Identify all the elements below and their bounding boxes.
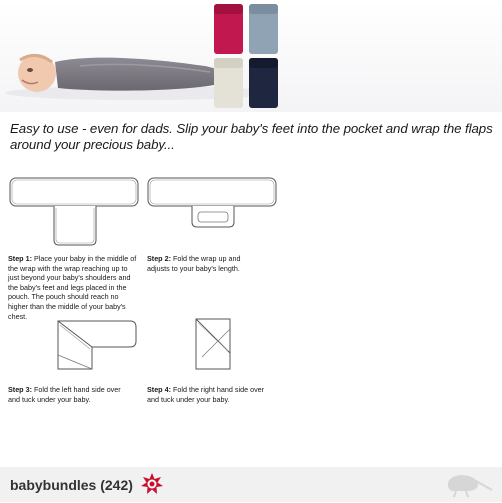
step-3-diagram: [52, 315, 138, 373]
step-1-text: [8, 254, 140, 321]
step-1-description: Place your baby in the middle of the wrap with the wrap reaching up to just beyond your baby's shoulders and the baby's feet and legs placed in the pouch. The pouch should reach no higher than the middle of your baby's chest.: [8, 254, 137, 321]
step-3-label: Step 3:: [8, 385, 32, 394]
step-2-diagram: [146, 176, 278, 232]
step-1-diagram: [8, 176, 140, 248]
product-tagline: Easy to use - even for dads. Slip your baby's feet into the pocket and wrap the flaps around your precious baby...: [10, 121, 493, 152]
step-4-description: Fold the right hand side over and tuck under your baby.: [147, 385, 265, 404]
step-1-label: Step 1:: [8, 254, 32, 263]
step-4-text: [147, 385, 273, 404]
step-3-description: Fold the left hand side over and tuck under your baby.: [8, 385, 121, 404]
kiwi-bird-icon: [438, 468, 494, 498]
step-4-label: Step 4:: [147, 385, 171, 394]
step-2-description: Fold the wrap up and adjusts to your baby's length.: [147, 254, 241, 273]
step-2-text: [147, 254, 255, 273]
step-4-diagram: [192, 315, 234, 373]
step-2-label: Step 2:: [147, 254, 171, 263]
step-3-text: [8, 385, 128, 404]
star-badge-icon: [140, 472, 164, 496]
product-hero-image: [0, 0, 502, 112]
seller-name-link[interactable]: babybundles (242): [10, 477, 133, 493]
